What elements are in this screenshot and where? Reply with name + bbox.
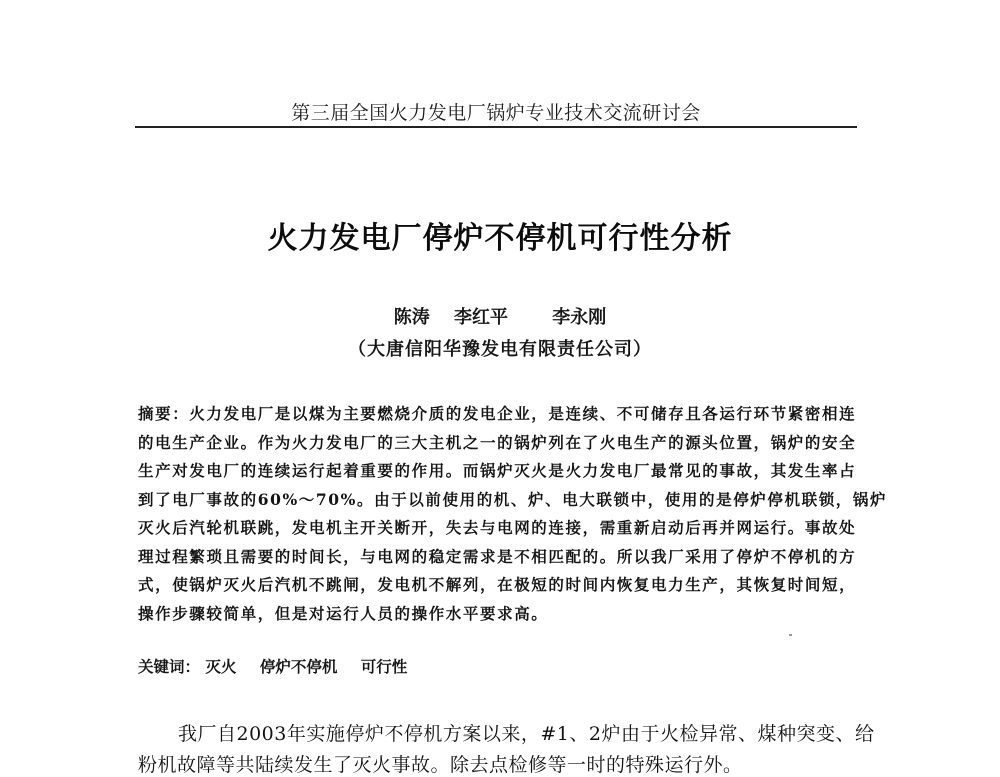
abstract-line: 式，使锅炉灭火后汽机不跳闸，发电机不解列，在极短的时间内恢复电力生产，其恢复时间短， xyxy=(138,575,857,594)
author-name: 李红平 xyxy=(454,307,508,328)
keywords xyxy=(138,655,425,677)
header-rule xyxy=(135,126,857,128)
body-paragraph-line: 我厂自2003年实施停炉不停机方案以来，#1、2炉由于火检异常、煤种突变、给 xyxy=(178,723,875,745)
body-paragraph-line-cut: 粉机故障等共陆续发生了灭火事故。除去点检修等一时的特殊运行外。 xyxy=(138,754,743,776)
abstract-line: 理过程繁琐且需要的时间长，与电网的稳定需求是不相匹配的。所以我厂采用了停炉不停机的方 xyxy=(138,546,857,566)
scan-speck xyxy=(789,634,792,636)
keyword: 灭火 xyxy=(205,657,237,676)
abstract-line: 灭火后汽轮机联跳，发电机主开关断开，失去与电网的连接，需重新启动后再并网运行。事故处 xyxy=(138,518,857,537)
keywords-label: 关键词： xyxy=(138,657,201,676)
abstract-line: 的电生产企业。作为火力发电厂的三大主机之一的锅炉列在了火电生产的源头位置，锅炉的安全 xyxy=(138,432,857,452)
keyword: 可行性 xyxy=(360,657,408,676)
author-name: 陈涛 xyxy=(393,307,430,328)
abstract-line: 生产对发电厂的连续运行起着重要的作用。而锅炉灭火是火力发电厂最常见的事故，其发生率占 xyxy=(138,461,857,480)
abstract-line: 到了电厂事故的60%～70%。由于以前使用的机、炉、电大联锁中，使用的是停炉停机联锁，锅炉 xyxy=(138,489,888,509)
running-header: 第三届全国火力发电厂锅炉专业技术交流研讨会 xyxy=(291,102,701,124)
author-name: 李永刚 xyxy=(552,307,607,328)
author-list xyxy=(0,303,1000,329)
abstract-line: 摘要：火力发电厂是以煤为主要燃烧介质的发电企业，是连续、不可储存且各运行环节紧密相连 xyxy=(138,404,857,423)
abstract xyxy=(138,400,888,628)
affiliation: （大唐信阳华豫发电有限责任公司） xyxy=(348,339,652,360)
keyword: 停炉不停机 xyxy=(259,657,338,676)
paper-title: 火力发电厂停炉不停机可行性分析 xyxy=(267,221,733,256)
abstract-line: 操作步骤较简单，但是对运行人员的操作水平要求高。 xyxy=(138,603,549,623)
